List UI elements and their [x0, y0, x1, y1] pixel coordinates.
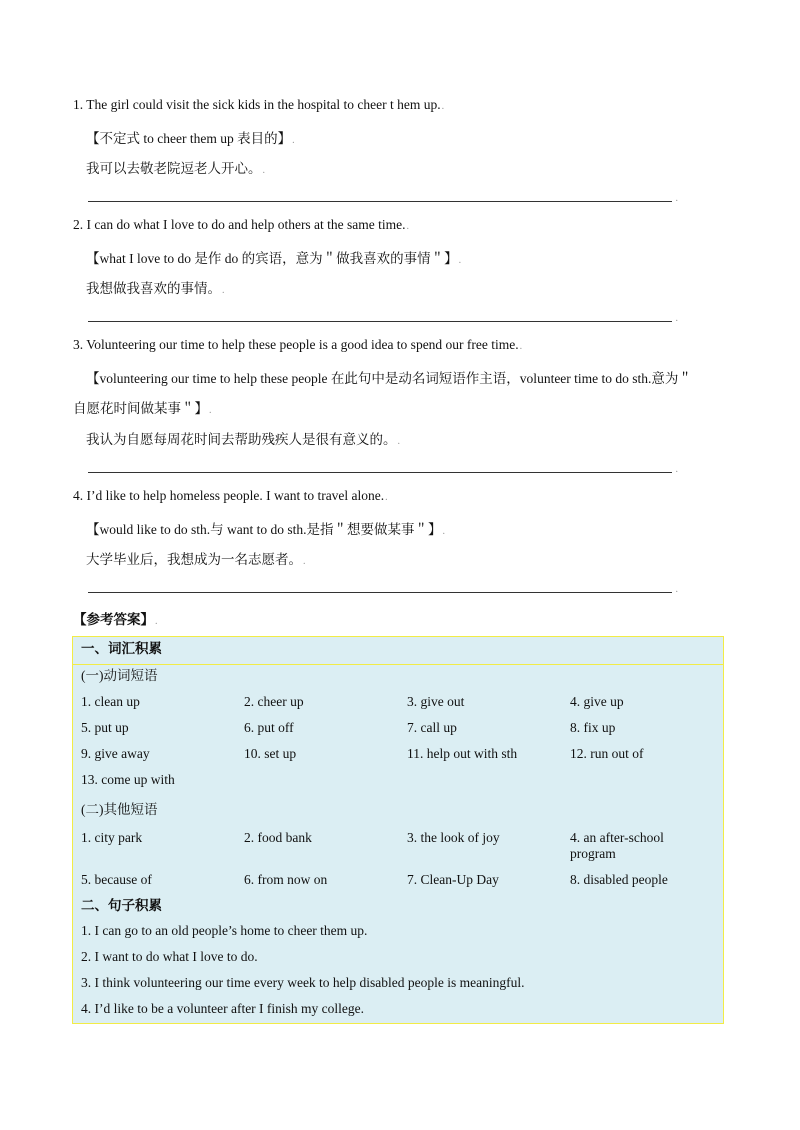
- format-mark: .: [442, 526, 445, 537]
- format-mark: .: [675, 193, 678, 204]
- question-2-note: 【what I love to do 是作 do 的宾语，意为＂做我喜欢的事情＂】.: [86, 251, 462, 266]
- verb-phrase: 1. clean up: [81, 694, 140, 709]
- verb-phrase: 3. give out: [407, 694, 465, 709]
- question-1-note: 【不定式 to cheer them up 表目的】.: [86, 131, 295, 146]
- question-3-note-cont: 自愿花时间做某事＂】.: [73, 401, 212, 416]
- question-4-sentence: 4. I’d like to help homeless people. I want to travel alone..: [73, 488, 388, 503]
- format-mark: .: [519, 341, 523, 352]
- other-phrase: 2. food bank: [244, 830, 312, 845]
- verb-phrase: 8. fix up: [570, 720, 616, 735]
- answer-line-1[interactable]: [88, 193, 678, 204]
- question-3-sentence: 3. Volunteering our time to help these people is a good idea to spend our free time..: [73, 337, 523, 352]
- question-1-task: 我可以去敬老院逗老人开心。.: [86, 161, 265, 176]
- format-mark: .: [458, 255, 462, 266]
- other-phrase: 4. an after-school: [570, 830, 664, 845]
- format-mark: .: [292, 135, 295, 146]
- verb-phrase: 11. help out with sth: [407, 746, 518, 761]
- sub-2-title: (二)其他短语: [81, 802, 158, 817]
- other-phrase: 5. because of: [81, 872, 152, 887]
- verb-phrase: 6. put off: [244, 720, 294, 735]
- verb-phrase: 10. set up: [244, 746, 297, 761]
- answer-sentence: 3. I think volunteering our time every week to help disabled people is meaningful.: [81, 975, 525, 990]
- verb-phrase: 2. cheer up: [244, 694, 304, 709]
- format-mark: .: [675, 584, 678, 595]
- question-2-sentence: 2. I can do what I love to do and help others at the same time..: [73, 217, 410, 232]
- format-mark: .: [406, 221, 410, 232]
- other-phrase: 8. disabled people: [570, 872, 668, 887]
- format-mark: .: [441, 101, 445, 112]
- answer-box-header: [73, 637, 723, 665]
- format-mark: .: [303, 556, 306, 567]
- format-mark: .: [209, 405, 212, 416]
- section-1-title: 一、词汇积累: [81, 641, 162, 656]
- question-1-sentence: 1. The girl could visit the sick kids in the hospital to cheer t hem up..: [73, 97, 445, 112]
- other-phrase: 7. Clean-Up Day: [407, 872, 499, 887]
- verb-phrase: 7. call up: [407, 720, 457, 735]
- verb-phrase: 12. run out of: [570, 746, 644, 761]
- answer-sentence: 1. I can go to an old people’s home to cheer them up.: [81, 923, 368, 938]
- answer-line-4[interactable]: [88, 584, 678, 595]
- other-phrase: 6. from now on: [244, 872, 328, 887]
- verb-phrase: 5. put up: [81, 720, 129, 735]
- answer-sentence: 4. I’d like to be a volunteer after I finish my college.: [81, 1001, 365, 1016]
- question-3-task: 我认为自愿每周花时间去帮助残疾人是很有意义的。.: [86, 432, 400, 447]
- answer-box: [72, 636, 724, 1024]
- format-mark: .: [262, 165, 265, 176]
- format-mark: .: [155, 616, 158, 627]
- question-3-note: 【volunteering our time to help these people 在此句中是动名词短语作主语，volunteer time to do sth.意为＂: [86, 371, 692, 386]
- section-2-title: 二、句子积累: [81, 898, 162, 913]
- format-mark: .: [675, 313, 678, 324]
- answer-sentence: 2. I want to do what I love to do.: [81, 949, 258, 964]
- answers-title: 【参考答案】.: [73, 612, 158, 627]
- question-2-task: 我想做我喜欢的事情。.: [86, 281, 225, 296]
- verb-phrase: 9. give away: [81, 746, 150, 761]
- other-phrase: 1. city park: [81, 830, 143, 845]
- format-mark: .: [675, 464, 678, 475]
- other-phrase-cont: program: [570, 846, 616, 861]
- other-phrase: 3. the look of joy: [407, 830, 500, 845]
- answer-line-3[interactable]: [88, 464, 678, 475]
- verb-phrase: 4. give up: [570, 694, 624, 709]
- verb-phrase: 13. come up with: [81, 772, 175, 787]
- format-mark: .: [385, 492, 388, 503]
- format-mark: .: [222, 285, 225, 296]
- question-4-note: 【would like to do sth.与 want to do sth.是指＂想要做某事＂】.: [86, 522, 445, 537]
- question-4-task: 大学毕业后，我想成为一名志愿者。.: [86, 552, 306, 567]
- format-mark: .: [397, 436, 400, 447]
- sub-1-title: (一)动词短语: [81, 668, 158, 683]
- answer-line-2[interactable]: [88, 313, 678, 324]
